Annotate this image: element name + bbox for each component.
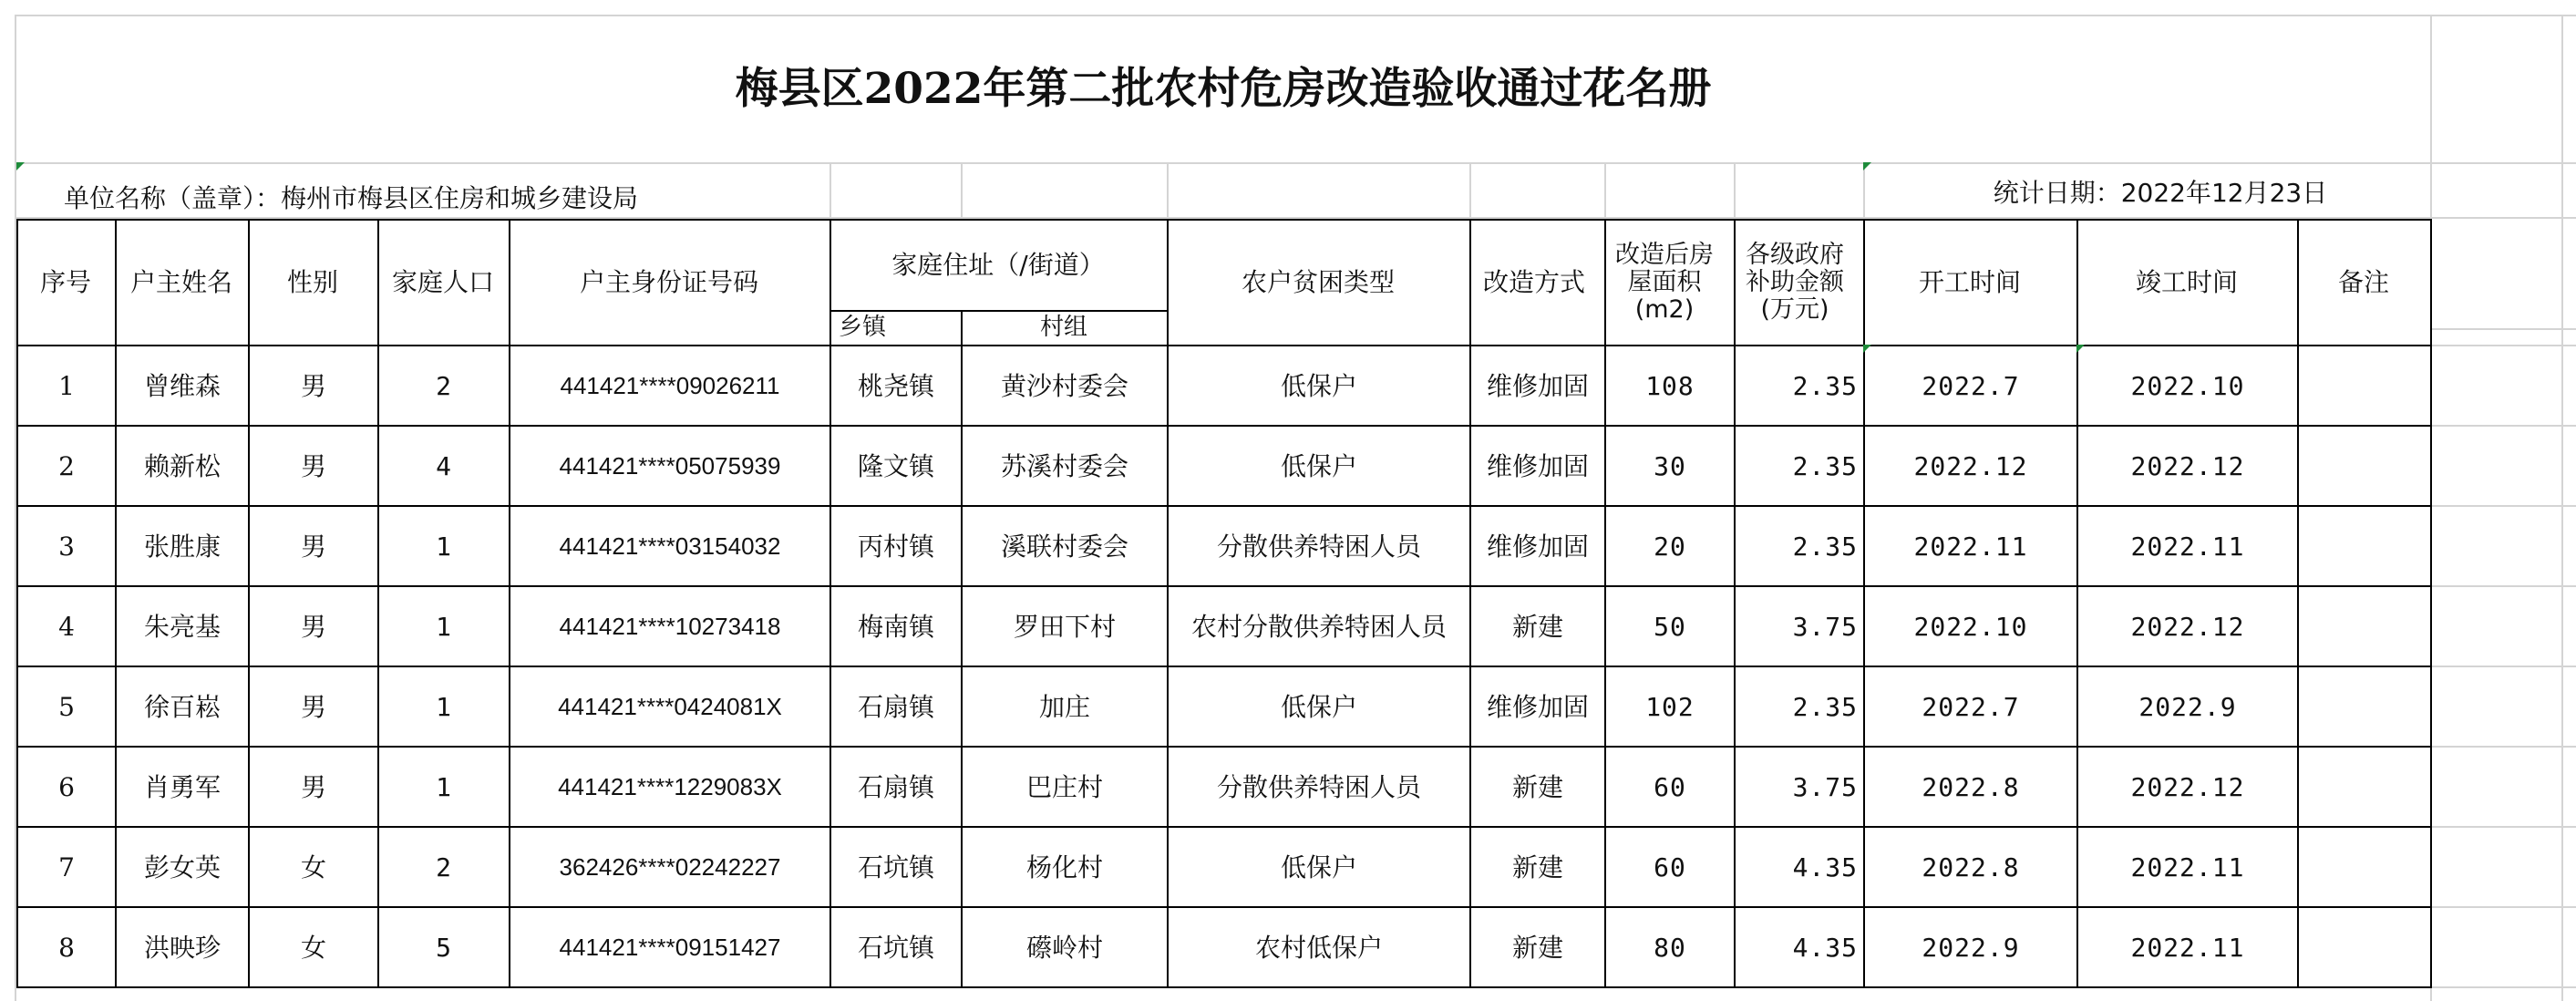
method-cell: 维修加固 [1486,450,1589,481]
comment-marker-icon [1863,162,1871,170]
table-border [2430,219,2432,988]
family-size-cell: 2 [436,851,452,882]
subsidy-cell: 2.35 [1792,691,1858,722]
header-name: 户主姓名 [129,266,232,297]
village-cell: 加庄 [1038,691,1090,722]
id-number-cell: 441421****05075939 [559,451,781,480]
family-size-cell: 1 [436,771,452,802]
poverty-type-cell: 低保户 [1280,691,1357,722]
end-cell: 2022.9 [2138,691,2237,722]
area-cell: 60 [1654,771,1686,802]
village-cell: 杨化村 [1025,851,1103,882]
header-note: 备注 [2337,266,2389,297]
name-cell: 赖新松 [143,450,221,481]
seq-cell: 5 [58,691,75,722]
seq-cell: 2 [58,450,75,481]
table-border [1469,219,1471,988]
sheet-title: 梅县区2022年第二批农村危房改造验收通过花名册 [735,63,1712,114]
village-cell: 黄沙村委会 [1000,370,1128,401]
grid-line [2430,746,2576,748]
note-cell [2299,507,2430,585]
poverty-type-cell: 低保户 [1280,851,1357,882]
seq-cell: 1 [58,370,75,401]
subsidy-cell: 2.35 [1792,370,1858,401]
subsidy-cell: 4.35 [1792,851,1858,882]
unit-name-label: 单位名称（盖章）：梅州市梅县区住房和城乡建设局 [64,182,639,213]
start-cell: 2022.8 [1922,771,2020,802]
id-number-cell: 441421****09151427 [559,933,781,961]
start-cell: 2022.10 [1913,611,2028,642]
grid-line [2430,328,2576,330]
seq-cell: 4 [58,611,75,642]
name-cell: 肖勇军 [143,771,221,802]
table-border [1863,219,1865,988]
header-start: 开工时间 [1918,266,2021,297]
village-cell: 溪联村委会 [1000,531,1128,562]
gender-cell: 男 [300,611,326,642]
area-cell: 80 [1654,932,1686,963]
name-cell: 徐百崧 [143,691,221,722]
table-border [829,310,1167,312]
id-number-cell: 441421****03154032 [559,531,781,560]
end-cell: 2022.11 [2130,531,2245,562]
header-seq: 序号 [39,266,91,297]
area-cell: 102 [1645,691,1695,722]
grid-line [961,162,963,219]
area-cell: 30 [1654,450,1686,481]
table-border [2076,219,2078,988]
method-cell: 维修加固 [1486,531,1589,562]
poverty-type-cell: 农村分散供养特困人员 [1190,611,1447,642]
family-size-cell: 4 [436,450,452,481]
comment-marker-icon [16,162,25,170]
poverty-type-cell: 低保户 [1280,450,1357,481]
family-size-cell: 5 [436,932,452,963]
seq-cell: 3 [58,531,75,562]
grid-line [1469,162,1471,219]
family-size-cell: 1 [436,611,452,642]
town-cell: 丙村镇 [857,531,934,562]
header-family-size: 家庭人口 [391,266,494,297]
seq-cell: 7 [58,851,75,882]
table-border [829,219,831,988]
gender-cell: 男 [300,691,326,722]
end-cell: 2022.10 [2130,370,2245,401]
gender-cell: 男 [300,771,326,802]
note-cell [2299,828,2430,906]
seq-cell: 8 [58,932,75,963]
area-cell: 108 [1645,370,1695,401]
header-town: 乡镇 [839,313,887,341]
note-cell [2299,667,2430,746]
id-number-cell: 441421****09026211 [560,371,780,399]
start-cell: 2022.8 [1922,851,2020,882]
method-cell: 维修加固 [1486,691,1589,722]
village-cell: 苏溪村委会 [1000,450,1128,481]
start-cell: 2022.9 [1922,932,2020,963]
comment-marker-icon [2076,345,2085,353]
town-cell: 石坑镇 [857,932,934,963]
gender-cell: 男 [300,450,326,481]
table-border [2297,219,2299,988]
grid-line [829,162,831,219]
name-cell: 洪映珍 [143,932,221,963]
subsidy-cell: 2.35 [1792,531,1858,562]
note-cell [2299,587,2430,666]
town-cell: 石扇镇 [857,691,934,722]
table-border [115,219,117,988]
grid-line [16,162,2576,164]
poverty-type-cell: 分散供养特困人员 [1216,531,1421,562]
grid-line [1167,162,1169,219]
header-subsidy: 各级政府补助金额(万元) [1746,240,1844,325]
header-method: 改造方式 [1482,266,1585,297]
village-cell: 礤岭村 [1025,932,1103,963]
town-cell: 石坑镇 [857,851,934,882]
table-border [248,219,250,988]
note-cell [2299,346,2430,425]
end-cell: 2022.11 [2130,851,2245,882]
name-cell: 张胜康 [143,531,221,562]
village-cell: 罗田下村 [1013,611,1116,642]
seq-cell: 6 [58,771,75,802]
note-cell [2299,427,2430,505]
note-cell [2299,908,2430,986]
table-border [509,219,510,988]
end-cell: 2022.12 [2130,771,2245,802]
method-cell: 新建 [1511,771,1563,802]
id-number-cell: 441421****1229083X [558,772,782,800]
start-cell: 2022.11 [1913,531,2028,562]
grid-line [2430,585,2576,587]
method-cell: 新建 [1511,932,1563,963]
area-cell: 50 [1654,611,1686,642]
name-cell: 朱亮基 [143,611,221,642]
subsidy-cell: 4.35 [1792,932,1858,963]
grid-line [2430,425,2576,427]
town-cell: 桃尧镇 [857,370,934,401]
grid-line [2430,505,2576,507]
grid-line [2430,666,2576,667]
start-cell: 2022.12 [1913,450,2028,481]
name-cell: 彭女英 [143,851,221,882]
subsidy-cell: 3.75 [1792,611,1858,642]
gender-cell: 女 [300,932,326,963]
subsidy-cell: 2.35 [1792,450,1858,481]
header-end: 竣工时间 [2135,266,2238,297]
start-cell: 2022.7 [1922,370,2020,401]
header-village: 村组 [1039,313,1087,341]
grid-line [2561,15,2563,1001]
town-cell: 石扇镇 [857,771,934,802]
table-border [1734,219,1736,988]
id-number-cell: 362426****02242227 [559,852,781,881]
grid-line [1863,162,1865,219]
family-size-cell: 1 [436,691,452,722]
gender-cell: 男 [300,370,326,401]
town-cell: 隆文镇 [857,450,934,481]
id-number-cell: 441421****0424081X [558,692,782,720]
end-cell: 2022.11 [2130,932,2245,963]
family-size-cell: 1 [436,531,452,562]
note-cell [2299,748,2430,826]
stat-date: 统计日期：2022年12月23日 [1993,177,2328,208]
grid-line [2430,345,2576,346]
grid-line [1604,162,1606,219]
grid-line [16,15,2576,16]
table-border [961,310,963,988]
area-cell: 60 [1654,851,1686,882]
subsidy-cell: 3.75 [1792,771,1858,802]
end-cell: 2022.12 [2130,611,2245,642]
table-border [1604,219,1606,988]
header-address: 家庭住址（/街道） [891,249,1105,280]
end-cell: 2022.12 [2130,450,2245,481]
poverty-type-cell: 分散供养特困人员 [1216,771,1421,802]
header-gender: 性别 [286,266,338,297]
id-number-cell: 441421****10273418 [559,612,781,640]
gender-cell: 女 [300,851,326,882]
method-cell: 新建 [1511,851,1563,882]
header-area: 改造后房屋面积(m2) [1615,240,1714,325]
table-border [16,219,18,988]
table-border [1167,219,1169,988]
grid-line [2430,986,2576,988]
comment-marker-icon [1863,345,1871,353]
method-cell: 维修加固 [1486,370,1589,401]
area-cell: 20 [1654,531,1686,562]
table-border [377,219,379,988]
gender-cell: 男 [300,531,326,562]
village-cell: 巴庄村 [1025,771,1103,802]
grid-line [1734,162,1736,219]
start-cell: 2022.7 [1922,691,2020,722]
header-id-number: 户主身份证号码 [579,266,758,297]
name-cell: 曾维森 [143,370,221,401]
method-cell: 新建 [1511,611,1563,642]
poverty-type-cell: 低保户 [1280,370,1357,401]
poverty-type-cell: 农村低保户 [1254,932,1383,963]
header-poverty-type: 农户贫困类型 [1241,266,1395,297]
family-size-cell: 2 [436,370,452,401]
grid-line [2430,826,2576,828]
grid-line [2430,906,2576,908]
town-cell: 梅南镇 [857,611,934,642]
